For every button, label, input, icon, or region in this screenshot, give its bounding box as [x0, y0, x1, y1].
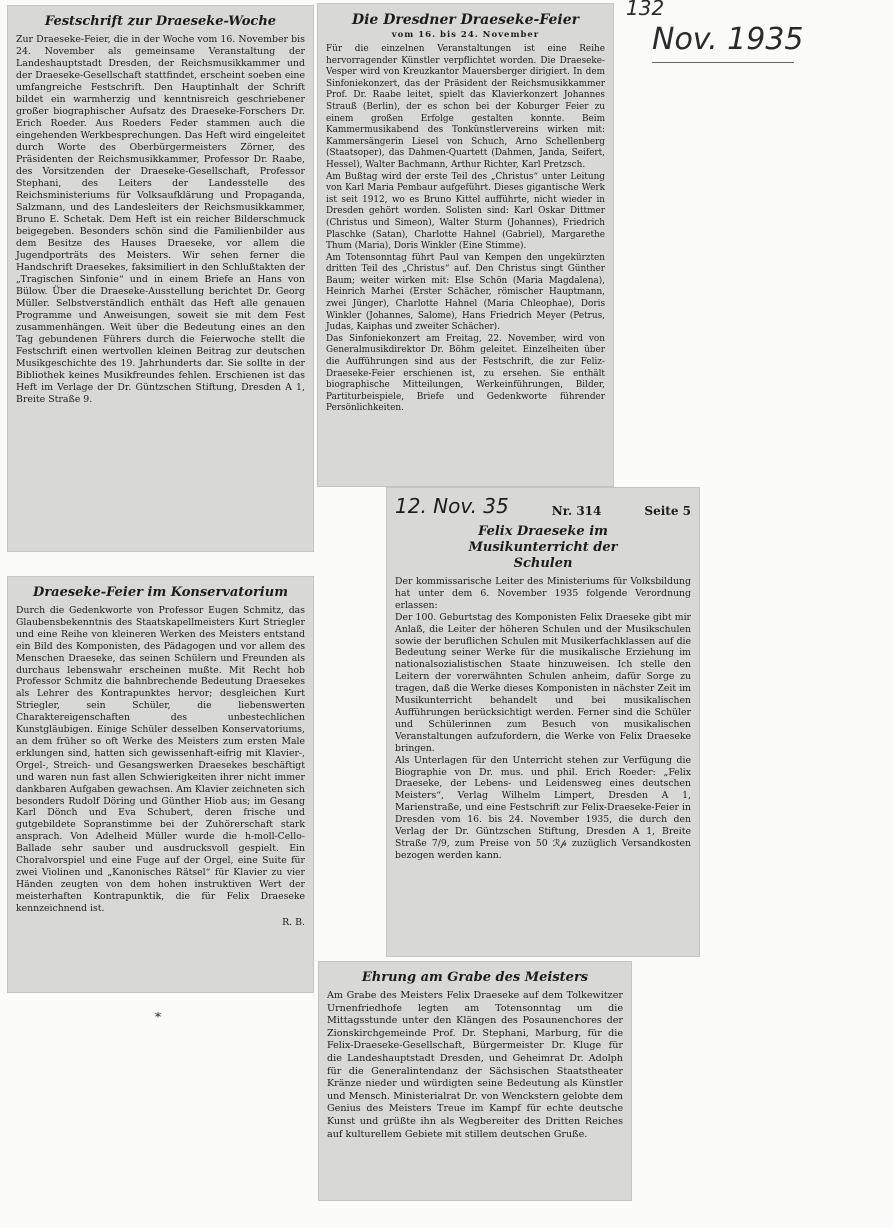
clipping-dresdner-feier [318, 4, 613, 486]
date-handwritten-clipping: 12. Nov. 35 [395, 494, 509, 518]
clipping-konservatorium [8, 577, 313, 992]
clipping-header-row [395, 494, 691, 518]
festschrift-title: Festschrift zur Draeseke-Woche [44, 14, 277, 29]
ehrung-body: Am Grabe des Meisters Felix Draeseke auf dem Tolkewitzer Urnenfriedhofe legten am Totensonntag um die Mittagsstunde unter den Klängen des Posaunenchores der Zionskirchgemeinde Prof. Dr. Stephani, Marburg, für die Felix-Draeseke-Gesellschaft, Bürgermeister Dr. Kluge für die Landeshauptstadt Dresden, und Geheimrat Dr. Adolph für die Generalintendanz der Sächsischen Staatstheater Kränze nieder und würdigten seine Bedeutung als Künstler und Mensch. Ministerialrat Dr. von Wenckstern gelobte dem Genius des Meisters Treue im Kampf für echte deutsche Kunst und grüßte ihn als Wegbereiter des Dritten Reiches auf kulturellem Gebiete mit stillem deutschen Gruße. [327, 990, 623, 1140]
festschrift-body: Zur Draeseke-Feier, die in der Woche vom 16. November bis 24. November als gemeinsame Veranstaltung der Landeshauptstadt Dresden, der Reichsmusikkammer und der Draeseke-Gesellschaft stattfindet, erscheint soeben eine umfangreiche Festschrift. Den Hauptinhalt der Schrift bildet ein warmherzig und kenntnisreich geschriebener großer biographischer Aufsatz des Draeseke-Forschers Dr. Erich Roeder. Aus Roeders Feder stammen auch die eingehenden Werkbesprechungen. Das Heft wird eingeleitet durch Worte des Oberbürgermeisters Zörner, des Präsidenten der Reichsmusikkammer, Professor Dr. Raabe, des Vorsitzenden der Draeseke-Gesellschaft, Professor Stephani, des Leiters der Landesstelle des Reichsministeriums für Volksaufklärung und Propaganda, Salzmann, und des Landesleiters der Reichsmusikkammer, Bruno E. Schetak. Dem Heft ist ein reicher Bilderschmuck beigegeben. Besonders schön sind die Familienbilder aus dem Besitze des Hauses Draeseke, vor allem die Jugendporträts des Meisters. Wir sehen ferner die Handschrift Draesekes, faksimiliert in den Schlußtakten der „Tragischen Sinfonie“ und in einem Briefe an Hans von Bülow. Über die Draeseke-Ausstellung berichtet Dr. Georg Müller. Selbstverständlich enthält das Heft alle genauen Programme und Anweisungen, soweit sie mit dem Fest zusammenhängen. Weit über die Bedeutung eines an den Tag gebundenen Führers durch die Feierwoche stellt die Festschrift einen wertvollen kleinen Beitrag zur deutschen Musikgeschichte des 19. Jahrhunderts dar. Sie sollte in der Bibliothek keines Musikfreundes fehlen. Erschienen ist das Heft im Verlage der Dr. Güntzschen Stiftung, Dresden A 1, Breite Straße 9. [16, 34, 305, 405]
dresdner-title: Die Dresdner Draeseke-Feier [351, 12, 580, 28]
date-underline [652, 62, 794, 63]
musikunterricht-body: Der kommissarische Leiter des Ministeriums für Volksbildung hat unter dem 6. November 1935 folgende Verordnung erlassen: Der 100. Geburtstag des Komponisten Felix Draeseke gibt mir Anlaß, die Leiter der höheren Schulen und der Musikschulen sowie der beruflichen Schulen mit Musikerfachklassen auf die Bedeutung seiner Werke für die musikalische Erziehung im nationalsozialistischen Staate hinzuweisen. Ich stelle den Leitern der vorerwähnten Schulen anheim, dafür Sorge zu tragen, daß die Werke dieses Komponisten in nächster Zeit im Musikunterricht behandelt und bei musikalischen Aufführungen berücksichtigt werden. Ferner sind die Schüler und Schülerinnen zum Besuch von musikalischen Veranstaltungen aufzufordern, die Werke von Felix Draeseke bringen. Als Unterlagen für den Unterricht stehen zur Verfügung die Biographie von Dr. mus. und phil. Erich Roeder: „Felix Draeseke, der Lebens- und Leidensweg eines deutschen Meisters“, Verlag Wilhelm Limpert, Dresden A 1, Marienstraße, und eine Festschrift zur Felix-Draeseke-Feier in Dresden vom 16. bis 24. November 1935, die durch den Verlag der Dr. Güntzschen Stiftung, Dresden A 1, Breite Straße 7/9, zum Preise von 50 ℛ𝓅 zuzüglich Versandkosten bezogen werden kann. [395, 576, 691, 861]
ehrung-title: Ehrung am Grabe des Meisters [361, 970, 589, 985]
dresdner-body: Für die einzelnen Veranstaltungen ist eine Reihe hervorragender Künstler verpflichtet worden. Die Draeseke-Vesper wird von Kreuzkantor Mauersberger dirigiert. In dem Sinfoniekonzert, das der Präsident der Reichsmusikkammer Prof. Dr. Raabe leitet, spielt das Klavierkonzert Johannes Strauß (Berlin), der es schon bei der Koburger Feier zu einem großen Erfolge gestalten konnte. Beim Kammermusikabend des Tonkünstlervereins wirken mit: Kammersängerin Liesel von Schuch, Arno Schellenberg (Staatsoper), das Dahmen-Quartett (Dahmen, Janda, Seifert, Hessel), Walter Bachmann, Arthur Richter, Karl Pretzsch. Am Bußtag wird der erste Teil des „Christus“ unter Leitung von Karl Maria Pembaur aufgeführt. Dieses gigantische Werk ist seit 1912, wo es Bruno Kittel aufführte, nicht wieder in Dresden gehört worden. Solisten sind: Karl Oskar Dittmer (Christus und Simeon), Walter Sturm (Johannes), Friedrich Plaschke (Satan), Charlotte Hahnel (Gabriel), Margarethe Thum (Maria), Doris Winkler (Eine Stimme). Am Totensonntag führt Paul van Kempen den ungekürzten dritten Teil des „Christus“ auf. Den Christus singt Günther Baum; weiter wirken mit: Else Schön (Maria Magdalena), Heinrich Marhei (Erster Schächer, römischer Hauptmann, zwei Jünger), Charlotte Hahnel (Maria Chleophae), Doris Winkler (Johannes, Salome), Hans Friedrich Meyer (Petrus, Judas, Kaiphas und zweiter Schächer). Das Sinfoniekonzert am Freitag, 22. November, wird von Generalmusikdirektor Dr. Böhm geleitet. Einzelheiten über die Aufführungen sind aus der Festschrift, die zur Feliz-Draeseke-Feier erschienen ist, zu ersehen. Sie enthält biographische Mitteilungen, Werkeinführungen, Bilder, Partiturbeispiele, Briefe und Gedenkworte führender Persönlichkeiten. [326, 44, 605, 414]
dresdner-subtitle: vom 16. bis 24. November [391, 30, 540, 40]
date-annotation: Nov. 1935 [652, 22, 804, 57]
issue-number: Nr. 314 [551, 504, 602, 518]
page-label: Seite 5 [644, 504, 691, 518]
separator-star: * [155, 1010, 161, 1024]
musikunterricht-title: Felix Draeseke im Musikunterricht der Schulen [468, 524, 618, 571]
clipping-musikunterricht [387, 488, 699, 956]
clipping-ehrung [319, 962, 631, 1200]
konservatorium-body: Durch die Gedenkworte von Professor Eugen Schmitz, das Glaubensbekenntnis des Staatskapellmeisters Kurt Striegler und eine Reihe von kleineren Werken des Meisters entstand ein Bild des Komponisten, des Pädagogen und vor allem des Menschen Draeseke, das seinen Schülern und Freunden als durchaus lebenswahr erscheinen mußte. Mit Recht hob Professor Schmitz die bahnbrechende Bedeutung Draesekes als Lehrer des Kontrapunktes hervor; desgleichen Kurt Striegler, sein Schüler, die liebenswerten Charaktereigenschaften des unbestechlichen Kunstgläubigen. Einige Schüler desselben Konservatoriums, an dem früher so oft Werke des Meisters zum ersten Male erklungen sind, hatten sich gewissenhaft-eifrig mit Klavier-, Orgel-, Streich- und Gesangswerken Draesekes beschäftigt und waren nun fast allen Schwierigkeiten ihrer nicht immer dankbaren Aufgaben gewachsen. Am Klavier zeichneten sich besonders Rudolf Döring und Günther Hiob aus; im Gesang Karl Dönch und Eva Schubert, deren frische und gutgebildete Sopranstimme bei der Zuhörerschaft stark ansprach. Von Adelheid Müller wurde die h-moll-Cello-Ballade sehr sauber und ausdrucksvoll gespielt. Ein Choralvorspiel und eine Fuge auf der Orgel, eine Suite für zwei Violinen und „Kanonisches Rätsel“ für Klavier zu vier Händen zeugten von dem hohen instruktiven Wert der meisterhaften Kontrapunktik, die für Felix Draeseke kennzeichnend ist. [16, 605, 305, 914]
page-number-annotation: 132 [626, 0, 665, 20]
konservatorium-signature: R. B. [282, 916, 305, 928]
clipping-festschrift [8, 6, 313, 551]
konservatorium-title: Draeseke-Feier im Konservatorium [33, 585, 288, 600]
